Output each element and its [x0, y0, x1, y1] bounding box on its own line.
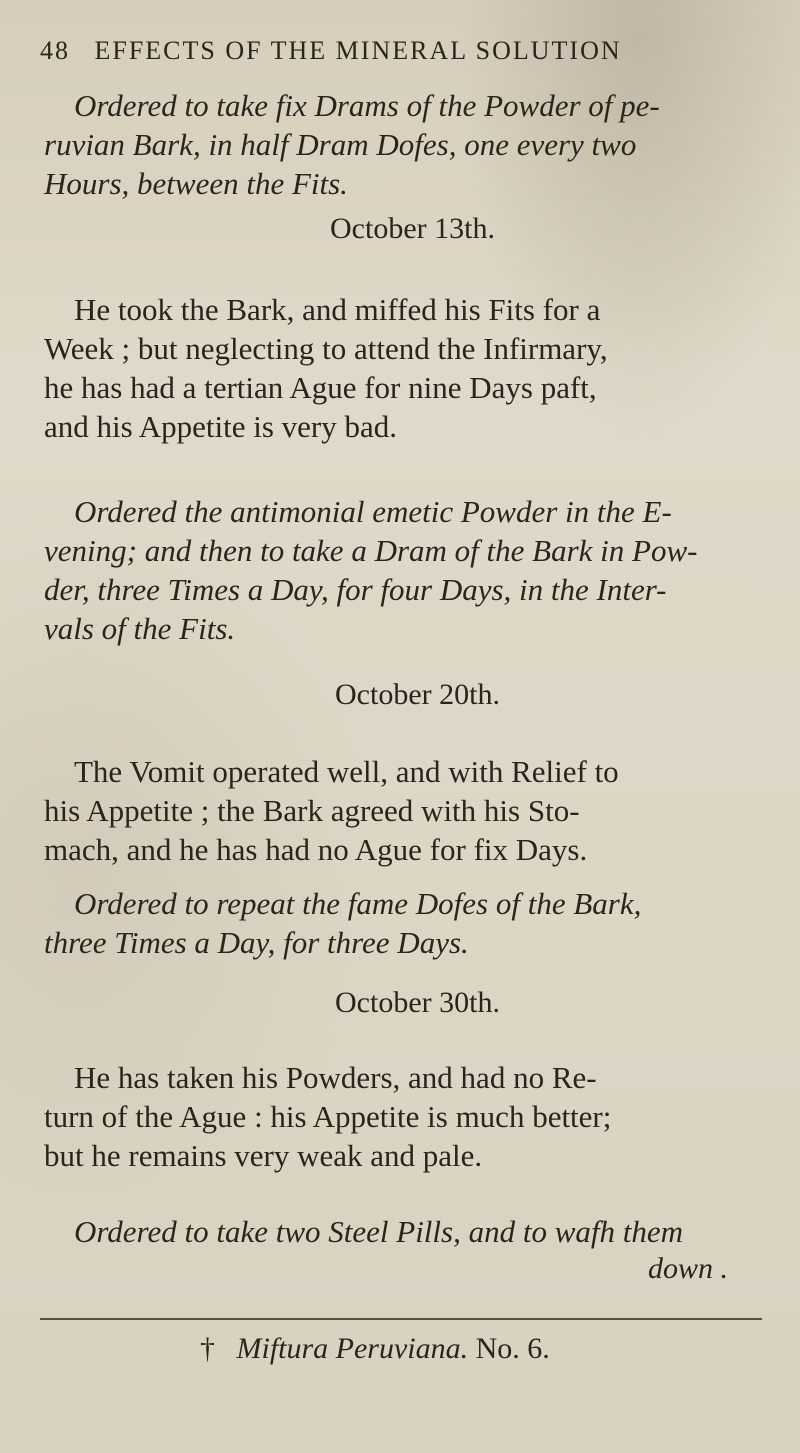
text-line: ruvian Bark, in half Dram Dofes, one every two [44, 127, 637, 162]
text-line: Ordered to take two Steel Pills, and to wafh them [74, 1214, 684, 1249]
text-line: but he remains very weak and pale. [44, 1138, 483, 1173]
dagger-mark: † [200, 1332, 215, 1365]
text-line: three Times a Day, for three Days. [44, 925, 469, 960]
text-line: Ordered to repeat the fame Dofes of the Bark, [74, 886, 642, 921]
report-paragraph [44, 752, 764, 869]
report-paragraph [44, 290, 764, 446]
footnote [200, 1332, 550, 1366]
order-paragraph [44, 492, 764, 648]
footnote-number: No. 6. [475, 1332, 550, 1365]
text-line: Week ; but neglecting to attend the Infirmary, [44, 331, 608, 366]
text-line: He took the Bark, and miffed his Fits for a [74, 292, 601, 327]
page-number: 48 [40, 36, 70, 65]
entry-date: October 13th. [330, 212, 495, 245]
text-line: and his Appetite is very bad. [44, 409, 397, 444]
text-line: Hours, between the Fits. [44, 166, 348, 201]
text-line: Ordered to take fix Drams of the Powder of pe- [74, 88, 660, 123]
report-paragraph [44, 1058, 764, 1175]
text-line: Ordered the antimonial emetic Powder in the E- [74, 494, 672, 529]
text-line: mach, and he has had no Ague for fix Days. [44, 832, 588, 867]
catchword: down . [648, 1252, 729, 1285]
order-paragraph [44, 86, 764, 203]
text-line: vening; and then to take a Dram of the Bark in Pow- [44, 533, 698, 568]
text-line: vals of the Fits. [44, 611, 236, 646]
text-line: his Appetite ; the Bark agreed with his Sto- [44, 793, 580, 828]
text-line: der, three Times a Day, for four Days, in the Inter- [44, 572, 667, 607]
footnote-text: Miftura Peruviana. [236, 1332, 469, 1365]
order-paragraph [44, 884, 764, 962]
entry-date: October 30th. [335, 986, 500, 1019]
order-paragraph [44, 1212, 764, 1251]
running-title: EFFECTS OF THE MINERAL SOLUTION [94, 36, 622, 65]
text-line: The Vomit operated well, and with Relief to [74, 754, 619, 789]
entry-date: October 20th. [335, 678, 500, 711]
running-header [40, 36, 760, 66]
footnote-divider [40, 1318, 762, 1320]
text-line: he has had a tertian Ague for nine Days paft, [44, 370, 597, 405]
text-line: He has taken his Powders, and had no Re- [74, 1060, 597, 1095]
text-line: turn of the Ague : his Appetite is much better; [44, 1099, 612, 1134]
